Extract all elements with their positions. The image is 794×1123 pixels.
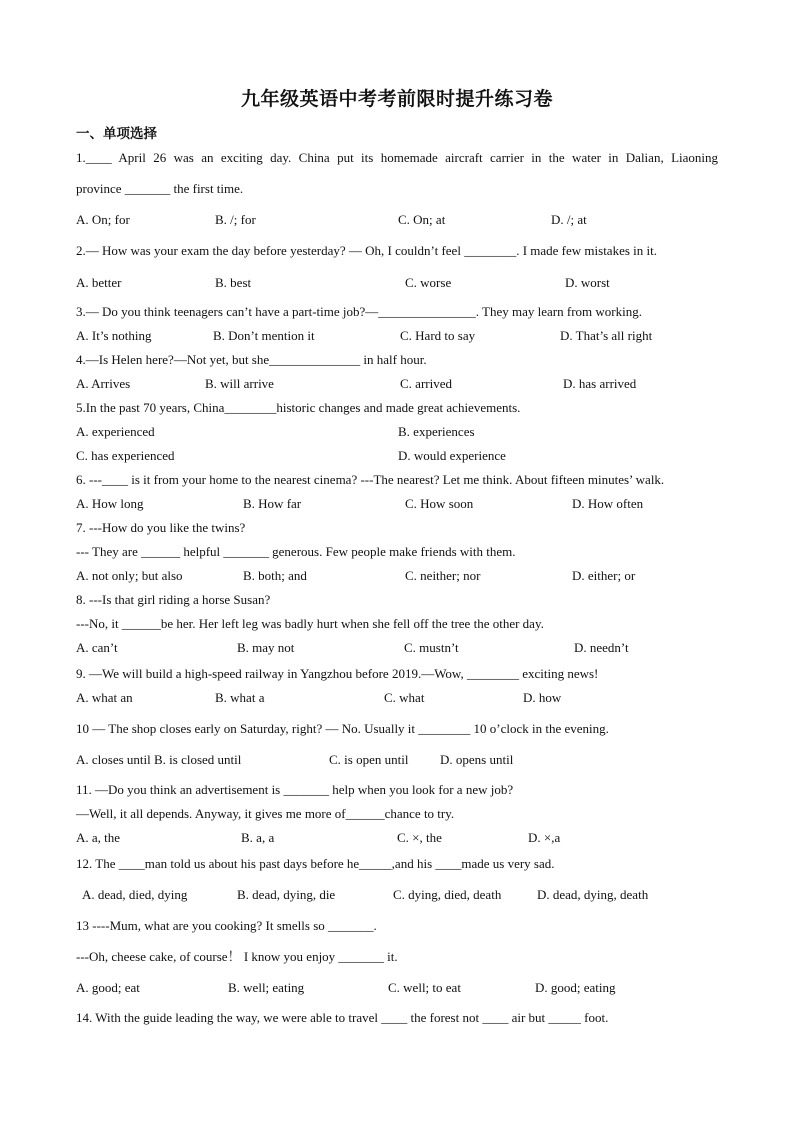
- question-13-stem: 13 ----Mum, what are you cooking? It smells so _______.: [76, 918, 377, 933]
- question-8-option-a: A. can’t: [76, 640, 118, 655]
- question-7-option-d: D. either; or: [572, 568, 636, 583]
- question-9-stem: 9. —We will build a high-speed railway in Yangzhou before 2019.—Wow, ________ exciting news!: [76, 666, 599, 681]
- question-12-stem: 12. The ____man told us about his past days before he_____,and his ____made us very sad.: [76, 856, 555, 871]
- question-13-option-d: D. good; eating: [535, 980, 616, 995]
- question-8-option-c: C. mustn’t: [404, 640, 459, 655]
- question-6-option-a: A. How long: [76, 496, 144, 511]
- question-7-stem: 7. ---How do you like the twins?: [76, 520, 246, 535]
- question-3-option-c: C. Hard to say: [400, 328, 476, 343]
- question-6-option-d: D. How often: [572, 496, 644, 511]
- question-9-option-d: D. how: [523, 690, 562, 705]
- question-6-option-b: B. How far: [243, 496, 302, 511]
- page-title: 九年级英语中考考前限时提升练习卷: [240, 88, 553, 110]
- question-3-option-b: B. Don’t mention it: [213, 328, 315, 343]
- question-3-stem: 3.— Do you think teenagers can’t have a part-time job?—_______________. They may learn from working.: [76, 304, 642, 319]
- question-9-option-a: A. what an: [76, 690, 133, 705]
- question-1-option-c: C. On; at: [398, 212, 446, 227]
- question-1-stem: 1.____ April 26 was an exciting day. China put its homemade aircraft carrier in the water in Dalian, Liaoning: [76, 150, 718, 165]
- question-12-option-c: C. dying, died, death: [393, 887, 502, 902]
- question-4-option-d: D. has arrived: [563, 376, 637, 391]
- question-1-option-d: D. /; at: [551, 212, 587, 227]
- question-5-option-b: B. experiences: [398, 424, 475, 439]
- question-3-option-a: A. It’s nothing: [76, 328, 152, 343]
- question-4-option-b: B. will arrive: [205, 376, 274, 391]
- question-7-option-c: C. neither; nor: [405, 568, 481, 583]
- question-13-stem-cont: ---Oh, cheese cake, of course！ I know you enjoy _______ it.: [76, 949, 398, 964]
- question-8-stem: 8. ---Is that girl riding a horse Susan?: [76, 592, 271, 607]
- question-10-option-a-b: A. closes until B. is closed until: [76, 752, 242, 767]
- question-1-option-a: A. On; for: [76, 212, 130, 227]
- question-11-option-c: C. ×, the: [397, 830, 442, 845]
- question-13-option-a: A. good; eat: [76, 980, 140, 995]
- question-2-option-c: C. worse: [405, 275, 452, 290]
- question-7-option-b: B. both; and: [243, 568, 307, 583]
- question-10-option-c: C. is open until: [329, 752, 409, 767]
- question-13-option-b: B. well; eating: [228, 980, 305, 995]
- question-2-option-a: A. better: [76, 275, 122, 290]
- question-6-stem: 6. ---____ is it from your home to the nearest cinema? ---The nearest? Let me think. About fifteen minutes’ walk.: [76, 472, 665, 487]
- question-12-option-d: D. dead, dying, death: [537, 887, 649, 902]
- question-8-option-b: B. may not: [237, 640, 295, 655]
- question-2-option-b: B. best: [215, 275, 252, 290]
- question-10-option-d: D. opens until: [440, 752, 514, 767]
- question-5-option-a: A. experienced: [76, 424, 155, 439]
- question-14-stem: 14. With the guide leading the way, we were able to travel ____ the forest not ____ air but _____ foot.: [76, 1010, 609, 1025]
- question-3-option-d: D. That’s all right: [560, 328, 653, 343]
- question-10-stem: 10 — The shop closes early on Saturday, right? — No. Usually it ________ 10 o’clock in the evening.: [76, 721, 609, 736]
- question-5-option-c: C. has experienced: [76, 448, 175, 463]
- question-8-stem-cont: ---No, it ______be her. Her left leg was badly hurt when she fell off the tree the other day.: [76, 616, 544, 631]
- question-12-option-a: A. dead, died, dying: [82, 887, 188, 902]
- question-9-option-b: B. what a: [215, 690, 265, 705]
- question-13-option-c: C. well; to eat: [388, 980, 461, 995]
- question-8-option-d: D. needn’t: [574, 640, 629, 655]
- question-2-option-d: D. worst: [565, 275, 610, 290]
- question-1-option-b: B. /; for: [215, 212, 256, 227]
- question-11-stem-cont: —Well, it all depends. Anyway, it gives me more of______chance to try.: [76, 806, 455, 821]
- question-5-option-d: D. would experience: [398, 448, 506, 463]
- question-6-option-c: C. How soon: [405, 496, 474, 511]
- section-heading: 一、单项选择: [76, 126, 157, 142]
- question-2-stem: 2.— How was your exam the day before yesterday? — Oh, I couldn’t feel ________. I made few mistakes in it.: [76, 243, 657, 258]
- question-1-stem-cont: province _______ the first time.: [76, 181, 244, 196]
- question-4-stem: 4.—Is Helen here?—Not yet, but she______________ in half hour.: [76, 352, 427, 367]
- question-4-option-a: A. Arrives: [76, 376, 131, 391]
- question-11-stem: 11. —Do you think an advertisement is _______ help when you look for a new job?: [76, 782, 514, 797]
- question-9-option-c: C. what: [384, 690, 425, 705]
- question-7-stem-cont: --- They are ______ helpful _______ generous. Few people make friends with them.: [76, 544, 516, 559]
- question-5-stem: 5.In the past 70 years, China________historic changes and made great achievements.: [76, 400, 521, 415]
- question-4-option-c: C. arrived: [400, 376, 452, 391]
- question-12-option-b: B. dead, dying, die: [237, 887, 336, 902]
- question-11-option-b: B. a, a: [241, 830, 275, 845]
- question-11-option-d: D. ×,a: [528, 830, 561, 845]
- question-11-option-a: A. a, the: [76, 830, 121, 845]
- question-7-option-a: A. not only; but also: [76, 568, 183, 583]
